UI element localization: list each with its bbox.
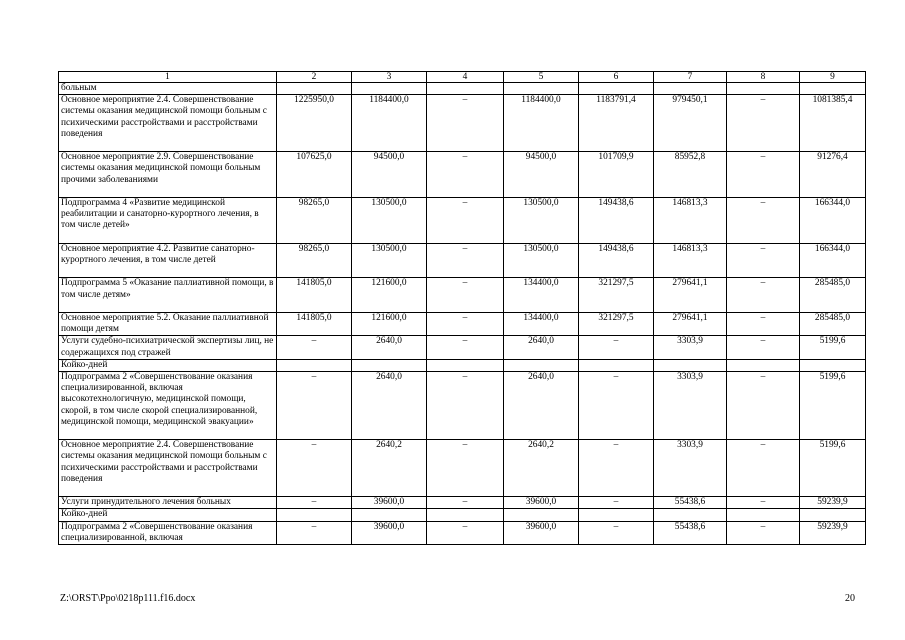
- value-cell: 134400,0: [504, 312, 579, 335]
- value-cell: –: [427, 152, 504, 198]
- empty-cell: [579, 359, 654, 371]
- empty-cell: [504, 359, 579, 371]
- column-number-header: 3: [352, 72, 427, 83]
- value-cell: –: [727, 372, 800, 440]
- value-cell: 146813,3: [654, 243, 727, 278]
- value-cell: –: [727, 95, 800, 152]
- empty-cell: [352, 83, 427, 95]
- value-cell: –: [579, 521, 654, 544]
- table-row: [59, 152, 866, 198]
- value-cell: –: [427, 497, 504, 509]
- value-cell: 39600,0: [504, 497, 579, 509]
- table-row: [59, 312, 866, 335]
- value-cell: 94500,0: [504, 152, 579, 198]
- value-cell: 1184400,0: [352, 95, 427, 152]
- row-label-cell: Подпрограмма 2 «Совершенствование оказания специализированной, включая: [59, 521, 277, 544]
- value-cell: 285485,0: [800, 278, 866, 313]
- column-number-header: 2: [277, 72, 352, 83]
- value-cell: –: [427, 440, 504, 497]
- value-cell: 101709,9: [579, 152, 654, 198]
- row-label-cell: Подпрограмма 5 «Оказание паллиативной помощи, в том числе детям»: [59, 278, 277, 313]
- empty-cell: [654, 359, 727, 371]
- empty-cell: [579, 83, 654, 95]
- value-cell: 2640,2: [352, 440, 427, 497]
- row-label-cell: Основное мероприятие 2.4. Совершенствование системы оказания медицинской помощи больным с психическими расстройствами и расстройствами поведения: [59, 95, 277, 152]
- value-cell: 2640,0: [352, 372, 427, 440]
- value-cell: 3303,9: [654, 336, 727, 359]
- value-cell: 39600,0: [352, 497, 427, 509]
- value-cell: –: [727, 198, 800, 244]
- value-cell: 130500,0: [504, 243, 579, 278]
- value-cell: –: [277, 521, 352, 544]
- section-label: Койко-дней: [59, 359, 277, 371]
- column-number-header: 8: [727, 72, 800, 83]
- empty-cell: [504, 83, 579, 95]
- value-cell: 121600,0: [352, 312, 427, 335]
- value-cell: 166344,0: [800, 243, 866, 278]
- empty-cell: [727, 83, 800, 95]
- value-cell: 141805,0: [277, 312, 352, 335]
- value-cell: –: [427, 312, 504, 335]
- data-table: [58, 71, 866, 545]
- value-cell: –: [277, 336, 352, 359]
- value-cell: 98265,0: [277, 243, 352, 278]
- empty-cell: [427, 359, 504, 371]
- value-cell: 39600,0: [504, 521, 579, 544]
- value-cell: 98265,0: [277, 198, 352, 244]
- empty-cell: [427, 509, 504, 521]
- section-row: [59, 359, 866, 371]
- row-label-cell: Услуги принудительного лечения больных: [59, 497, 277, 509]
- column-number-header: 1: [59, 72, 277, 83]
- value-cell: –: [579, 440, 654, 497]
- footer-page-number: 20: [845, 593, 855, 604]
- value-cell: 121600,0: [352, 278, 427, 313]
- value-cell: –: [277, 440, 352, 497]
- row-label-cell: Подпрограмма 4 «Развитие медицинской реабилитации и санаторно-курортного лечения, в том числе детей»: [59, 198, 277, 244]
- value-cell: 1081385,4: [800, 95, 866, 152]
- data-table-container: [58, 71, 866, 545]
- value-cell: 85952,8: [654, 152, 727, 198]
- empty-cell: [579, 509, 654, 521]
- value-cell: 55438,6: [654, 497, 727, 509]
- table-row: [59, 243, 866, 278]
- empty-cell: [654, 509, 727, 521]
- value-cell: 94500,0: [352, 152, 427, 198]
- value-cell: 1225950,0: [277, 95, 352, 152]
- value-cell: 2640,0: [504, 372, 579, 440]
- value-cell: –: [579, 372, 654, 440]
- value-cell: –: [427, 243, 504, 278]
- section-row: [59, 509, 866, 521]
- value-cell: 1184400,0: [504, 95, 579, 152]
- empty-cell: [800, 509, 866, 521]
- value-cell: 2640,2: [504, 440, 579, 497]
- value-cell: 979450,1: [654, 95, 727, 152]
- empty-cell: [277, 359, 352, 371]
- table-row: [59, 198, 866, 244]
- row-label-cell: Основное мероприятие 4.2. Развитие санаторно-курортного лечения, в том числе детей: [59, 243, 277, 278]
- value-cell: 91276,4: [800, 152, 866, 198]
- column-number-header: 5: [504, 72, 579, 83]
- empty-cell: [352, 359, 427, 371]
- value-cell: 59239,9: [800, 497, 866, 509]
- value-cell: –: [727, 152, 800, 198]
- value-cell: 130500,0: [352, 198, 427, 244]
- value-cell: 149438,6: [579, 243, 654, 278]
- table-row: [59, 497, 866, 509]
- value-cell: 107625,0: [277, 152, 352, 198]
- empty-cell: [427, 83, 504, 95]
- value-cell: 321297,5: [579, 312, 654, 335]
- column-number-header: 9: [800, 72, 866, 83]
- value-cell: 2640,0: [352, 336, 427, 359]
- section-label: Койко-дней: [59, 509, 277, 521]
- value-cell: –: [277, 497, 352, 509]
- value-cell: 1183791,4: [579, 95, 654, 152]
- value-cell: 5199,6: [800, 336, 866, 359]
- value-cell: 5199,6: [800, 440, 866, 497]
- row-label-cell: Услуги судебно-психиатрической экспертизы лиц, не содержащихся под стражей: [59, 336, 277, 359]
- empty-cell: [277, 509, 352, 521]
- value-cell: 5199,6: [800, 372, 866, 440]
- value-cell: 39600,0: [352, 521, 427, 544]
- section-row: [59, 83, 866, 95]
- value-cell: –: [427, 95, 504, 152]
- value-cell: 130500,0: [504, 198, 579, 244]
- value-cell: –: [579, 497, 654, 509]
- value-cell: –: [727, 243, 800, 278]
- section-label: больным: [59, 83, 277, 95]
- row-label-cell: Основное мероприятие 2.4. Совершенствование системы оказания медицинской помощи больным с психическими расстройствами и расстройствами поведения: [59, 440, 277, 497]
- value-cell: –: [427, 336, 504, 359]
- value-cell: 55438,6: [654, 521, 727, 544]
- column-number-header: 6: [579, 72, 654, 83]
- value-cell: –: [727, 497, 800, 509]
- value-cell: –: [427, 198, 504, 244]
- value-cell: 279641,1: [654, 278, 727, 313]
- value-cell: 166344,0: [800, 198, 866, 244]
- value-cell: –: [427, 521, 504, 544]
- value-cell: 146813,3: [654, 198, 727, 244]
- row-label-cell: Подпрограмма 2 «Совершенствование оказания специализированной, включая высокотехнологичную, медицинской помощи, скорой, в том числе скорой специализированной, медицинской помощи, медицинской эвакуации»: [59, 372, 277, 440]
- value-cell: 285485,0: [800, 312, 866, 335]
- value-cell: 279641,1: [654, 312, 727, 335]
- row-label-cell: Основное мероприятие 5.2. Оказание паллиативной помощи детям: [59, 312, 277, 335]
- column-number-header: 7: [654, 72, 727, 83]
- empty-cell: [727, 509, 800, 521]
- table-header-row: [59, 72, 866, 83]
- value-cell: 130500,0: [352, 243, 427, 278]
- empty-cell: [277, 83, 352, 95]
- table-row: [59, 336, 866, 359]
- value-cell: 2640,0: [504, 336, 579, 359]
- value-cell: –: [427, 278, 504, 313]
- value-cell: 3303,9: [654, 372, 727, 440]
- value-cell: –: [727, 440, 800, 497]
- empty-cell: [800, 359, 866, 371]
- value-cell: –: [427, 372, 504, 440]
- empty-cell: [504, 509, 579, 521]
- footer-file-path: Z:\ORST\Ppo\0218p111.f16.docx: [60, 593, 196, 604]
- empty-cell: [352, 509, 427, 521]
- value-cell: –: [727, 278, 800, 313]
- value-cell: –: [579, 336, 654, 359]
- value-cell: 59239,9: [800, 521, 866, 544]
- value-cell: 149438,6: [579, 198, 654, 244]
- table-row: [59, 372, 866, 440]
- empty-cell: [727, 359, 800, 371]
- row-label-cell: Основное мероприятие 2.9. Совершенствование системы оказания медицинской помощи больным прочими заболеваниями: [59, 152, 277, 198]
- value-cell: 321297,5: [579, 278, 654, 313]
- empty-cell: [800, 83, 866, 95]
- table-row: [59, 95, 866, 152]
- value-cell: –: [727, 312, 800, 335]
- value-cell: 3303,9: [654, 440, 727, 497]
- column-number-header: 4: [427, 72, 504, 83]
- empty-cell: [654, 83, 727, 95]
- value-cell: –: [727, 336, 800, 359]
- value-cell: 134400,0: [504, 278, 579, 313]
- table-row: [59, 521, 866, 544]
- value-cell: 141805,0: [277, 278, 352, 313]
- value-cell: –: [727, 521, 800, 544]
- table-row: [59, 440, 866, 497]
- value-cell: –: [277, 372, 352, 440]
- table-row: [59, 278, 866, 313]
